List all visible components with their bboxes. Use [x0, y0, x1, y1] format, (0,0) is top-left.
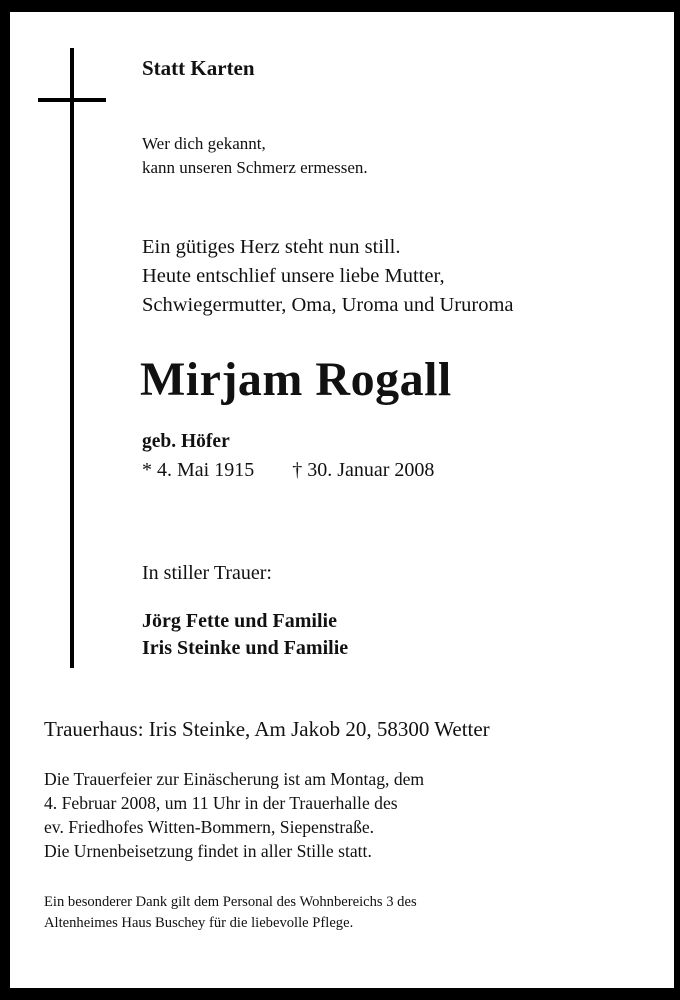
deceased-name: Mirjam Rogall	[140, 353, 452, 406]
intro-line-3: Schwiegermutter, Oma, Uroma und Ururoma	[142, 294, 514, 316]
statt-karten-heading: Statt Karten	[142, 56, 255, 80]
thanks-line-2: Altenheimes Haus Buschey für die liebevolle Pflege.	[44, 915, 354, 931]
ceremony-line-4: Die Urnenbeisetzung findet in aller Stille statt.	[44, 841, 372, 861]
mourning-heading: In stiller Trauer:	[142, 562, 272, 584]
ceremony-line-2: 4. Februar 2008, um 11 Uhr in der Trauerhalle des	[44, 793, 398, 813]
family-1: Jörg Fette und Familie	[142, 610, 337, 632]
memorial-quote	[142, 132, 368, 180]
family-2: Iris Steinke und Familie	[142, 637, 349, 659]
life-dates	[142, 459, 434, 482]
death-date: † 30. Januar 2008	[292, 459, 435, 481]
intro-line-2: Heute entschlief unsere liebe Mutter,	[142, 265, 445, 287]
ceremony-line-1: Die Trauerfeier zur Einäscherung ist am Montag, dem	[44, 769, 425, 789]
intro-text	[142, 233, 514, 320]
thanks-note	[44, 892, 417, 934]
mourner-families	[142, 608, 348, 662]
cross-icon-horizontal	[38, 98, 106, 102]
trauerhaus-address: Trauerhaus: Iris Steinke, Am Jakob 20, 58300 Wetter	[44, 717, 490, 741]
thanks-line-1: Ein besonderer Dank gilt dem Personal des Wohnbereichs 3 des	[44, 894, 417, 910]
birth-date: * 4. Mai 1915	[142, 459, 255, 481]
quote-line-1: Wer dich gekannt,	[142, 134, 266, 153]
quote-line-2: kann unseren Schmerz ermessen.	[142, 158, 368, 177]
ceremony-info	[44, 767, 424, 863]
ceremony-line-3: ev. Friedhofes Witten-Bommern, Siepenstraße.	[44, 817, 375, 837]
intro-line-1: Ein gütiges Herz steht nun still.	[142, 236, 401, 258]
maiden-name: geb. Höfer	[142, 431, 230, 452]
cross-icon-vertical	[70, 48, 74, 668]
